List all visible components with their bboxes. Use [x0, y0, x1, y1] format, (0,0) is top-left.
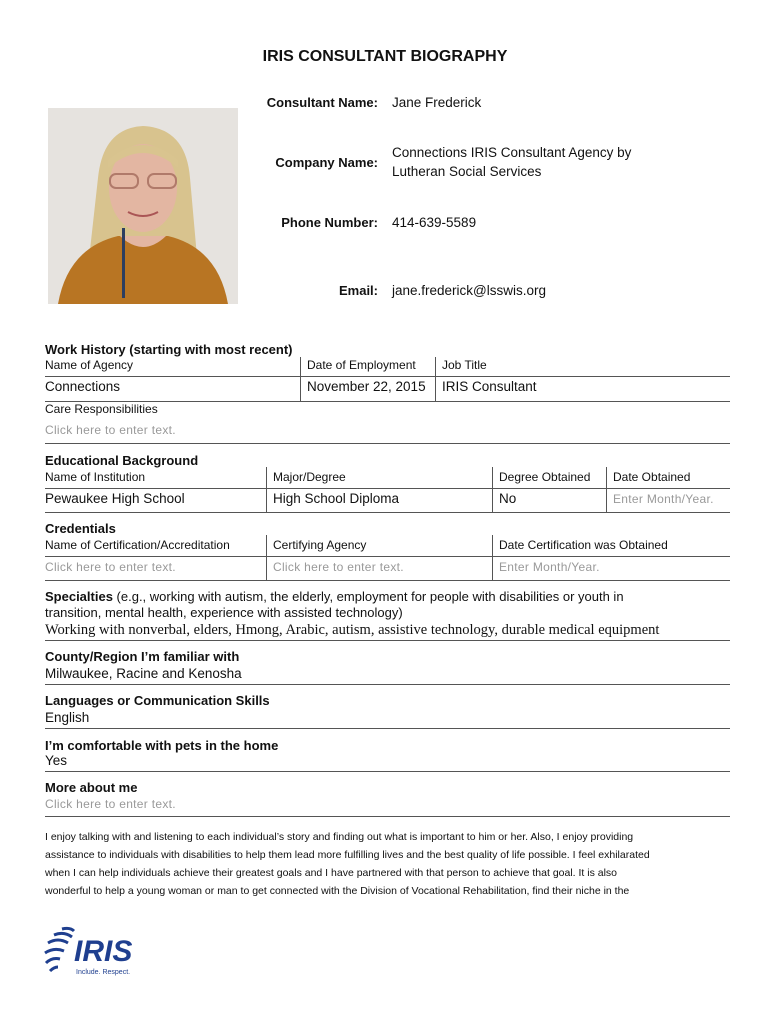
divider [45, 816, 730, 817]
divider [300, 357, 301, 401]
phone-number-value: 414-639-5589 [392, 215, 477, 230]
logo-wordmark: IRIS [74, 935, 133, 968]
job-title-value[interactable]: IRIS Consultant [442, 379, 537, 394]
divider [45, 580, 730, 581]
col-certification-date-label: Date Certification was Obtained [499, 538, 668, 552]
iris-logo [40, 925, 150, 983]
company-name-label: Company Name: [275, 155, 378, 170]
education-heading: Educational Background [45, 453, 199, 468]
col-date-obtained-label: Date Obtained [613, 470, 691, 484]
col-date-employment-label: Date of Employment [307, 358, 416, 372]
col-certification-label: Name of Certification/Accreditation [45, 538, 230, 552]
care-responsibilities-label: Care Responsibilities [45, 402, 158, 416]
bio-line: assistance to individuals with disabilities to help them lead more fulfilling lives and the best quality of life possible. I feel exhilarated [45, 849, 650, 861]
county-heading: County/Region I’m familiar with [45, 649, 240, 664]
date-obtained-field[interactable]: Enter Month/Year. [613, 492, 714, 506]
divider [45, 728, 730, 729]
divider [45, 771, 730, 772]
divider [492, 535, 493, 580]
employment-date-value[interactable]: November 22, 2015 [307, 379, 426, 394]
more-about-heading: More about me [45, 780, 138, 795]
col-agency-label: Name of Agency [45, 358, 134, 372]
specialties-heading-row [45, 589, 624, 604]
major-value[interactable]: High School Diploma [273, 491, 400, 506]
languages-heading: Languages or Communication Skills [45, 693, 270, 708]
email-value: jane.frederick@lsswis.org [392, 283, 547, 298]
specialties-hint-line2: transition, mental health, experience with assisted technology) [45, 605, 403, 620]
divider [266, 467, 267, 513]
col-institution-label: Name of Institution [45, 470, 146, 484]
consultant-name-value: Jane Frederick [392, 95, 482, 110]
divider [45, 443, 730, 444]
bio-line: I enjoy talking with and listening to each individual’s story and finding out what is important to him or her. Also, I enjoy providing [45, 831, 634, 843]
divider [45, 556, 730, 557]
certification-name-field[interactable]: Click here to enter text. [45, 560, 176, 574]
divider [45, 376, 730, 377]
county-value[interactable]: Milwaukee, Racine and Kenosha [45, 666, 242, 681]
specialties-hint: (e.g., working with autism, the elderly, employment for people with disabilities or youth in [112, 589, 624, 604]
phone-number-label: Phone Number: [281, 215, 378, 230]
pets-value[interactable]: Yes [45, 753, 68, 768]
col-job-title-label: Job Title [442, 358, 487, 372]
divider [45, 512, 730, 513]
divider [492, 467, 493, 513]
pets-heading: I’m comfortable with pets in the home [45, 738, 279, 753]
logo-tagline: Include. Respect. [76, 969, 131, 976]
bio-line: wonderful to help a young woman or man to get connected with the Division of Vocational Rehabilitation, find their niche in the [45, 885, 630, 897]
divider [45, 684, 730, 685]
care-responsibilities-field[interactable]: Click here to enter text. [45, 423, 176, 437]
certification-date-field[interactable]: Enter Month/Year. [499, 560, 600, 574]
email-label: Email: [338, 283, 378, 298]
divider [435, 357, 436, 401]
col-degree-obtained-label: Degree Obtained [499, 470, 591, 484]
agency-value[interactable]: Connections [45, 379, 121, 394]
col-certifying-agency-label: Certifying Agency [273, 538, 367, 552]
divider [266, 535, 267, 580]
more-about-field[interactable]: Click here to enter text. [45, 797, 176, 811]
credentials-heading: Credentials [45, 521, 116, 536]
divider [45, 640, 730, 641]
institution-value[interactable]: Pewaukee High School [45, 491, 185, 506]
divider [606, 467, 607, 513]
col-major-label: Major/Degree [273, 470, 346, 484]
divider [45, 488, 730, 489]
bio-line: when I can help individuals achieve their greatest goals and I have partnered with that person to achieve that goal. It is also [45, 867, 618, 879]
certifying-agency-field[interactable]: Click here to enter text. [273, 560, 404, 574]
specialties-heading: Specialties [45, 589, 113, 604]
company-name-value: Connections IRIS Consultant Agency by Lutheran Social Services [392, 145, 632, 179]
consultant-name-label: Consultant Name: [266, 95, 378, 110]
degree-obtained-value[interactable]: No [499, 491, 517, 506]
page-title: IRIS CONSULTANT BIOGRAPHY [262, 48, 508, 65]
specialties-value[interactable]: Working with nonverbal, elders, Hmong, Arabic, autism, assistive technology, durable medical equipment [45, 622, 660, 638]
work-history-heading: Work History (starting with most recent) [45, 342, 293, 357]
consultant-photo [48, 108, 238, 304]
bio-paragraph [45, 828, 725, 900]
languages-value[interactable]: English [45, 710, 90, 725]
